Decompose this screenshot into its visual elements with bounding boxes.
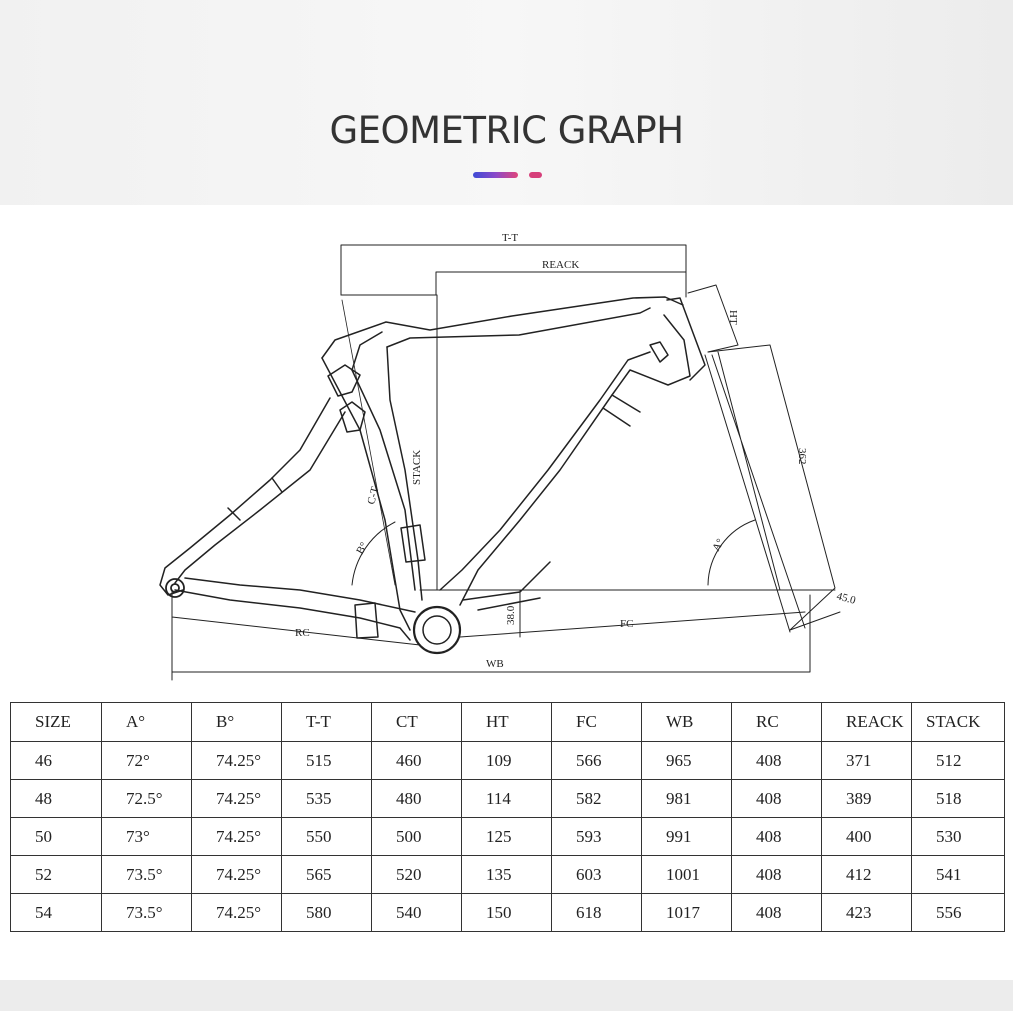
- frame-geometry-diagram: [0, 205, 1013, 695]
- header-cell: B°: [192, 703, 282, 742]
- table-cell: 371: [822, 742, 912, 780]
- label-seat-tube: C-T: [365, 485, 382, 506]
- table-cell: 460: [372, 742, 462, 780]
- table-cell: 582: [552, 780, 642, 818]
- table-cell: 73.5°: [102, 856, 192, 894]
- footer-band: [0, 980, 1013, 1011]
- header-cell: HT: [462, 703, 552, 742]
- table-cell: 408: [732, 894, 822, 932]
- table-cell: 518: [912, 780, 1005, 818]
- label-fork-offset: 45.0: [835, 590, 857, 607]
- table-cell: 408: [732, 818, 822, 856]
- header-cell: A°: [102, 703, 192, 742]
- bottom-bracket: [414, 607, 460, 653]
- table-cell: 408: [732, 780, 822, 818]
- table-cell: 50: [11, 818, 102, 856]
- label-front-center: FC: [620, 618, 634, 630]
- table-cell: 520: [372, 856, 462, 894]
- table-cell: 72.5°: [102, 780, 192, 818]
- table-cell: 603: [552, 856, 642, 894]
- table-cell: 593: [552, 818, 642, 856]
- table-cell: 618: [552, 894, 642, 932]
- dropout: [166, 579, 184, 597]
- table-cell: 408: [732, 856, 822, 894]
- label-head-angle: A°: [710, 536, 727, 554]
- table-cell: 389: [822, 780, 912, 818]
- table-cell: 965: [642, 742, 732, 780]
- table-cell: 412: [822, 856, 912, 894]
- header-cell: SIZE: [11, 703, 102, 742]
- table-cell: 566: [552, 742, 642, 780]
- table-cell: 565: [282, 856, 372, 894]
- table-cell: 74.25°: [192, 742, 282, 780]
- table-cell: 580: [282, 894, 372, 932]
- label-fork-length: 362: [796, 448, 808, 465]
- table-cell: 52: [11, 856, 102, 894]
- table-cell: 73°: [102, 818, 192, 856]
- label-stack: STACK: [411, 449, 423, 485]
- table-header-row: [11, 703, 1005, 742]
- table-cell: 991: [642, 818, 732, 856]
- table-cell: 114: [462, 780, 552, 818]
- table-cell: 125: [462, 818, 552, 856]
- table-cell: 54: [11, 894, 102, 932]
- header-cell: RC: [732, 703, 822, 742]
- table-cell: 135: [462, 856, 552, 894]
- table-cell: 500: [372, 818, 462, 856]
- label-chainstay: RC: [295, 627, 310, 639]
- table-cell: 74.25°: [192, 856, 282, 894]
- title-accent-dot: [529, 172, 542, 178]
- table-cell: 512: [912, 742, 1005, 780]
- table-cell: 541: [912, 856, 1005, 894]
- table-row: [11, 742, 1005, 780]
- geometry-table: [10, 702, 1005, 932]
- table-cell: 480: [372, 780, 462, 818]
- table-cell: 515: [282, 742, 372, 780]
- table-row: [11, 894, 1005, 932]
- table-cell: 74.25°: [192, 780, 282, 818]
- table-cell: 74.25°: [192, 818, 282, 856]
- table-cell: 535: [282, 780, 372, 818]
- table-cell: 540: [372, 894, 462, 932]
- table-cell: 423: [822, 894, 912, 932]
- label-bb-drop: 38.0: [505, 605, 517, 625]
- bike-frame-outline: [160, 297, 705, 640]
- label-top-tube: T-T: [502, 232, 519, 244]
- table-cell: 556: [912, 894, 1005, 932]
- label-reach: REACK: [542, 259, 580, 271]
- table-row: [11, 780, 1005, 818]
- table-cell: 150: [462, 894, 552, 932]
- table-cell: 981: [642, 780, 732, 818]
- table-cell: 109: [462, 742, 552, 780]
- table-cell: 48: [11, 780, 102, 818]
- table-cell: 400: [822, 818, 912, 856]
- table-cell: 530: [912, 818, 1005, 856]
- table-cell: 408: [732, 742, 822, 780]
- header-banner: [0, 0, 1013, 205]
- table-row: [11, 818, 1005, 856]
- table-cell: 74.25°: [192, 894, 282, 932]
- table-cell: 1017: [642, 894, 732, 932]
- label-head-tube: HT: [727, 310, 739, 325]
- header-cell: WB: [642, 703, 732, 742]
- header-cell: STACK: [912, 703, 1005, 742]
- table-row: [11, 856, 1005, 894]
- table-cell: 550: [282, 818, 372, 856]
- table-cell: 73.5°: [102, 894, 192, 932]
- header-cell: FC: [552, 703, 642, 742]
- table-cell: 46: [11, 742, 102, 780]
- label-seat-angle: B°: [354, 540, 371, 557]
- label-wheelbase: WB: [486, 658, 504, 670]
- header-cell: CT: [372, 703, 462, 742]
- header-cell: REACK: [822, 703, 912, 742]
- page-title: GEOMETRIC GRAPH: [329, 109, 684, 152]
- table-cell: 1001: [642, 856, 732, 894]
- header-cell: T-T: [282, 703, 372, 742]
- title-accent-bar: [473, 172, 518, 178]
- table-cell: 72°: [102, 742, 192, 780]
